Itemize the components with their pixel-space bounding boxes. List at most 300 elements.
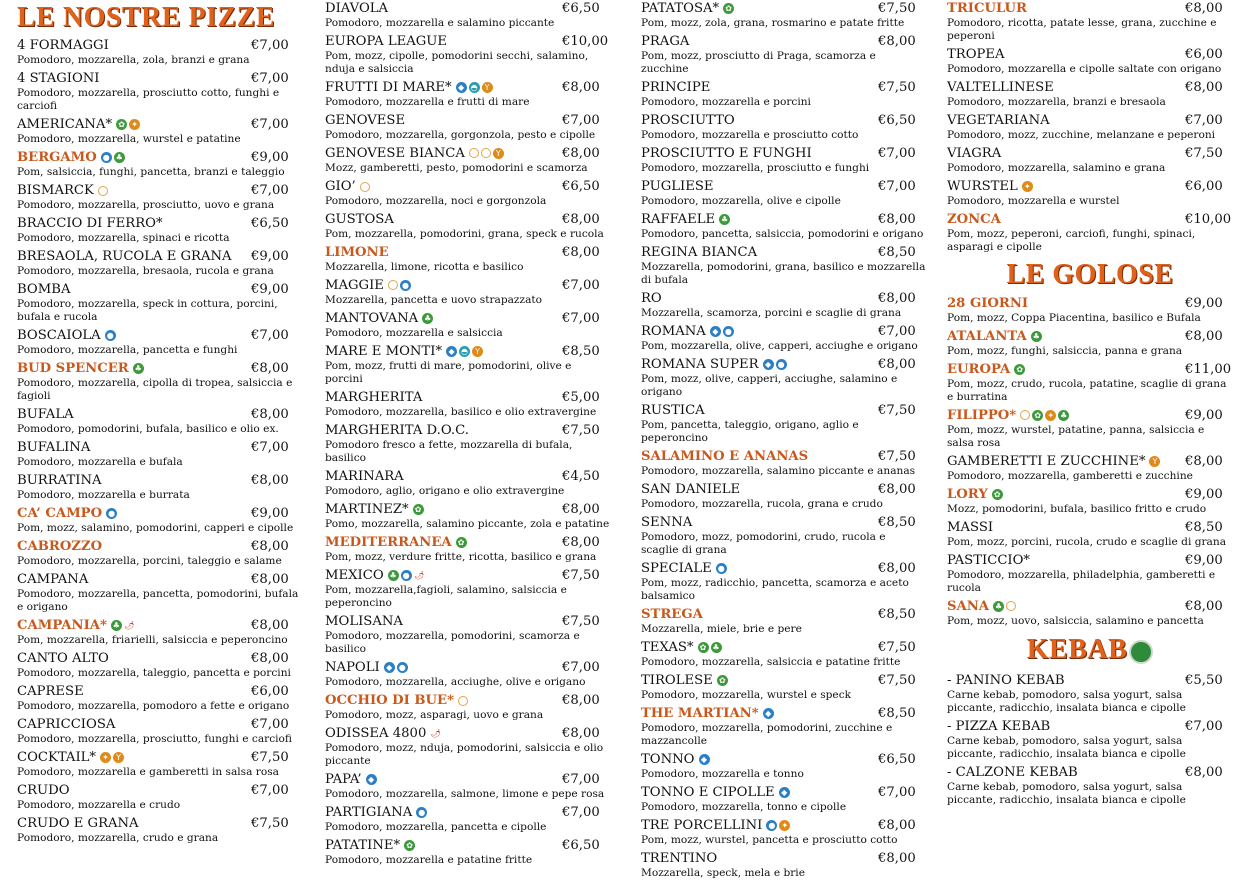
item-price: €8,00 bbox=[878, 212, 916, 227]
shrimp-icon: Y bbox=[1149, 456, 1160, 467]
item-description: Pom, mozz, verdure fritte, ricotta, basilico e grana bbox=[325, 551, 597, 563]
item-name: PRAGA bbox=[641, 34, 690, 49]
item-price: €4,50 bbox=[562, 469, 600, 484]
item-price: €8,00 bbox=[1185, 1, 1223, 16]
item-description: Pomodoro, mozzarella e salsiccia bbox=[325, 327, 503, 339]
item-description: Pomodoro fresco a fette, mozzarella di bufala, basilico bbox=[325, 439, 573, 464]
item-price: €8,00 bbox=[251, 539, 289, 554]
item-name: ZONCA bbox=[947, 212, 1001, 227]
item-description: Pom, mozz, zola, grana, rosmarino e patate fritte bbox=[641, 17, 905, 29]
item-name: PROSCIUTTO E FUNGHI bbox=[641, 146, 812, 161]
item-description: Pomodoro, mozzarella e porcini bbox=[641, 96, 811, 108]
item-price: €9,00 bbox=[1185, 296, 1223, 311]
veg-icon: ✿ bbox=[456, 537, 467, 548]
item-price: €8,00 bbox=[1185, 329, 1223, 344]
milk-icon: ● bbox=[766, 820, 777, 831]
item-description: Pomodoro, mozzarella, pancetta e cipolle bbox=[325, 821, 547, 833]
item-name: GENOVESE bbox=[325, 113, 406, 128]
item-name: VIAGRA bbox=[947, 146, 1002, 161]
item-name: BERGAMO bbox=[17, 150, 97, 165]
gluten-icon: ✦ bbox=[779, 820, 790, 831]
item-price: €8,00 bbox=[251, 618, 289, 633]
pizza-list bbox=[17, 37, 299, 845]
item-name: GENOVESE BIANCA bbox=[325, 146, 465, 161]
kebab-title bbox=[947, 632, 1233, 668]
leaf-icon: ♣ bbox=[112, 621, 120, 630]
pizza-list bbox=[641, 0, 926, 880]
item-price: €7,00 bbox=[562, 278, 600, 293]
item-description: Pomodoro, mozz, asparagi, uovo e grana bbox=[325, 709, 544, 721]
menu-item bbox=[325, 422, 610, 465]
item-price: €6,50 bbox=[562, 838, 600, 853]
item-price: €8,00 bbox=[562, 245, 600, 260]
item-price: €7,50 bbox=[562, 423, 600, 438]
item-name: CA’ CAMPO bbox=[17, 506, 103, 521]
item-price: €7,50 bbox=[878, 640, 916, 655]
item-description: Pomodoro, mozzarella, acciughe, olive e origano bbox=[325, 676, 586, 688]
fish-icon: ◆ bbox=[763, 708, 774, 719]
item-price: €7,00 bbox=[251, 117, 289, 132]
item-name: MASSI bbox=[947, 520, 994, 535]
item-description: Mozz, pomodorini, bufala, basilico fritto e crudo bbox=[947, 503, 1207, 515]
item-price: €7,50 bbox=[878, 403, 916, 418]
item-description: Pomodoro, mozzarella e frutti di mare bbox=[325, 96, 530, 108]
item-price: €8,00 bbox=[1185, 80, 1223, 95]
item-name: RO bbox=[641, 291, 662, 306]
menu-item bbox=[325, 244, 610, 274]
fish-icon: ◆ bbox=[446, 346, 457, 357]
item-price: €8,50 bbox=[878, 607, 916, 622]
item-description: Pom, mozzarella, olive, capperi, acciughe e origano bbox=[641, 340, 918, 352]
leaf-icon: ♣ bbox=[389, 571, 397, 580]
item-price: €7,00 bbox=[1185, 113, 1223, 128]
veg-icon: ✿ bbox=[717, 675, 728, 686]
item-description: Pomodoro, ricotta, patate lesse, grana, zucchine e peperoni bbox=[947, 17, 1217, 42]
item-name: MEXICO bbox=[325, 568, 384, 583]
item-description: Pomodoro, mozzarella, porcini, taleggio e salame bbox=[17, 555, 282, 567]
item-name: GIO’ bbox=[325, 179, 356, 194]
item-description: Pomodoro, mozzarella, gorgonzola, pesto e cipolle bbox=[325, 129, 596, 141]
item-name: ROMANA SUPER bbox=[641, 357, 759, 372]
menu-item bbox=[641, 817, 926, 847]
leaf-icon: ♣ bbox=[424, 314, 432, 323]
menu-item bbox=[641, 79, 926, 109]
shrimp-icon: Y bbox=[472, 346, 483, 357]
item-description: Mozzarella, speck, mela e brie bbox=[641, 867, 805, 879]
item-description: Pomodoro, mozzarella, wurstel e patatine bbox=[17, 133, 241, 145]
menu-item bbox=[947, 295, 1233, 325]
item-price: €6,50 bbox=[562, 1, 600, 16]
item-description: Pom, mozz, olive, capperi, acciughe, salamino e origano bbox=[641, 373, 898, 398]
item-price: €9,00 bbox=[1185, 553, 1223, 568]
menu-item bbox=[947, 328, 1233, 358]
item-description: Pomodoro, mozzarella e cipolle saltate con origano bbox=[947, 63, 1222, 75]
menu-item bbox=[947, 453, 1233, 483]
item-name: AMERICANA* bbox=[17, 117, 113, 132]
item-name: WURSTEL bbox=[947, 179, 1018, 194]
item-description: Pomodoro, mozzarella, pancetta, pomodorini, bufala e origano bbox=[17, 588, 299, 613]
item-description: Pomodoro, mozzarella, prosciutto cotto, funghi e carciofi bbox=[17, 87, 280, 112]
veg-icon: ✿ bbox=[698, 642, 709, 653]
milk-icon: ● bbox=[101, 152, 112, 163]
item-name: TRENTINO bbox=[641, 851, 718, 866]
item-description: Pomodoro, pancetta, salsiccia, pomodorini e origano bbox=[641, 228, 924, 240]
menu-item bbox=[325, 567, 610, 610]
item-description: Mozzarella, miele, brie e pere bbox=[641, 623, 802, 635]
item-name: BRACCIO DI FERRO* bbox=[17, 216, 163, 231]
menu-column-3 bbox=[641, 0, 926, 883]
menu-item bbox=[17, 749, 299, 779]
menu-item bbox=[641, 751, 926, 781]
kebab-logo-icon bbox=[1129, 640, 1153, 664]
item-price: €8,00 bbox=[878, 851, 916, 866]
item-price: €7,50 bbox=[562, 614, 600, 629]
item-price: €7,00 bbox=[562, 311, 600, 326]
shell-icon: ◓ bbox=[469, 82, 480, 93]
menu-item bbox=[325, 343, 610, 386]
item-description: Pomodoro, mozzarella, cipolla di tropea, salsiccia e fagioli bbox=[17, 377, 293, 402]
menu-item bbox=[641, 323, 926, 353]
item-description: Pom, mozz, frutti di mare, pomodorini, olive e porcini bbox=[325, 360, 572, 385]
item-name: VALTELLINESE bbox=[947, 80, 1054, 95]
item-description: Pomodoro, mozzarella, branzi e bresaola bbox=[947, 96, 1166, 108]
menu-item bbox=[17, 327, 299, 357]
milk-icon: ● bbox=[400, 280, 411, 291]
menu-item bbox=[641, 560, 926, 603]
item-price: €8,00 bbox=[562, 726, 600, 741]
item-name: TROPEA bbox=[947, 47, 1005, 62]
menu-item bbox=[641, 850, 926, 880]
item-price: €7,50 bbox=[251, 750, 289, 765]
item-name: TRICULUR bbox=[947, 1, 1027, 16]
item-description: Pomo, mozzarella, salamino piccante, zola e patatine bbox=[325, 518, 610, 530]
item-name: THE MARTIAN* bbox=[641, 706, 759, 721]
menu-item bbox=[325, 771, 610, 801]
item-name: GAMBERETTI E ZUCCHINE* bbox=[947, 454, 1146, 469]
menu-item bbox=[17, 571, 299, 614]
fish-icon: ◆ bbox=[456, 82, 467, 93]
item-name: MARGHERITA bbox=[325, 390, 423, 405]
menu-item bbox=[947, 46, 1233, 76]
item-description: Pomodoro, mozzarella, prosciutto e funghi bbox=[641, 162, 870, 174]
item-description: Pom, mozzarella,fagioli, salamino, salsiccia e peperoncino bbox=[325, 584, 567, 609]
item-name: CAPRESE bbox=[17, 684, 84, 699]
menu-item bbox=[325, 725, 610, 768]
item-name: - PIZZA KEBAB bbox=[947, 719, 1051, 734]
item-price: €8,50 bbox=[1185, 520, 1223, 535]
item-price: €11,00 bbox=[1185, 362, 1232, 377]
item-description: Pomodoro, mozzarella, wurstel e speck bbox=[641, 689, 852, 701]
item-description: Pom, mozz, uovo, salsiccia, salamino e pancetta bbox=[947, 615, 1204, 627]
chili-icon: 🌶 bbox=[124, 621, 135, 630]
item-description: Pom, mozz, salamino, pomodorini, capperi e cipolle bbox=[17, 522, 294, 534]
menu-item bbox=[17, 182, 299, 212]
item-price: €8,00 bbox=[251, 407, 289, 422]
item-description: Pomodoro, pomodorini, bufala, basilico e olio ex. bbox=[17, 423, 279, 435]
menu-item bbox=[947, 0, 1233, 43]
item-price: €8,00 bbox=[1185, 765, 1223, 780]
item-price: €9,00 bbox=[251, 282, 289, 297]
item-description: Pomodoro, mozzarella, salamino piccante e ananas bbox=[641, 465, 916, 477]
item-description: Pom, mozz, radicchio, pancetta, scamorza e aceto balsamico bbox=[641, 577, 909, 602]
menu-column-1 bbox=[17, 0, 299, 848]
item-price: €8,00 bbox=[562, 502, 600, 517]
item-name: DIAVOLA bbox=[325, 1, 389, 16]
menu-item bbox=[641, 639, 926, 669]
golose-title: LE GOLOSE bbox=[1006, 259, 1174, 290]
item-price: €8,00 bbox=[878, 357, 916, 372]
menu-item bbox=[947, 486, 1233, 516]
veg-icon: ✿ bbox=[723, 3, 734, 14]
item-description: Pomodoro, mozz, pomodorini, crudo, rucola e scaglie di grana bbox=[641, 531, 886, 556]
item-price: €7,00 bbox=[878, 324, 916, 339]
egg-icon bbox=[1020, 410, 1030, 420]
item-name: OCCHIO DI BUE* bbox=[325, 693, 454, 708]
item-name: BRESAOLA, RUCOLA E GRANA bbox=[17, 249, 232, 264]
item-price: €9,00 bbox=[251, 506, 289, 521]
menu-item bbox=[325, 33, 610, 76]
item-price: €8,00 bbox=[251, 361, 289, 376]
menu-item bbox=[641, 244, 926, 287]
menu-item bbox=[17, 281, 299, 324]
item-name: REGINA BIANCA bbox=[641, 245, 758, 260]
item-name: VEGETARIANA bbox=[947, 113, 1050, 128]
menu-item bbox=[947, 718, 1233, 761]
item-description: Pom, mozz, wurstel, pancetta e prosciutto cotto bbox=[641, 834, 898, 846]
menu-item bbox=[947, 79, 1233, 109]
menu-item bbox=[947, 598, 1233, 628]
menu-item bbox=[947, 178, 1233, 208]
item-price: €7,00 bbox=[251, 328, 289, 343]
item-price: €7,00 bbox=[562, 660, 600, 675]
menu-item bbox=[641, 178, 926, 208]
item-description: Mozzarella, scamorza, porcini e scaglie di grana bbox=[641, 307, 902, 319]
menu-item bbox=[17, 683, 299, 713]
item-price: €9,00 bbox=[251, 249, 289, 264]
menu-item bbox=[947, 552, 1233, 595]
item-description: Pomodoro, mozz, nduja, pomodorini, salsiccia e olio piccante bbox=[325, 742, 604, 767]
item-name: PATATOSA* bbox=[641, 1, 720, 16]
item-description: Carne kebab, pomodoro, salsa yogurt, salsa piccante, radicchio, insalata bianca e cipolle bbox=[947, 781, 1186, 806]
item-name: BOSCAIOLA bbox=[17, 328, 101, 343]
item-description: Pomodoro, mozzarella, zola, branzi e grana bbox=[17, 54, 250, 66]
item-name: EUROPA bbox=[947, 362, 1011, 377]
menu-item bbox=[325, 0, 610, 30]
item-description: Mozzarella, limone, ricotta e basilico bbox=[325, 261, 524, 273]
menu-item bbox=[947, 407, 1233, 450]
leaf-icon: ♣ bbox=[134, 364, 142, 373]
item-price: €6,00 bbox=[251, 684, 289, 699]
menu-item bbox=[325, 659, 610, 689]
item-price: €7,00 bbox=[878, 146, 916, 161]
chili-icon: 🌶 bbox=[430, 729, 441, 738]
item-name: ODISSEA 4800 bbox=[325, 726, 427, 741]
menu-item bbox=[325, 145, 610, 175]
menu-item bbox=[17, 782, 299, 812]
item-name: PASTICCIO* bbox=[947, 553, 1031, 568]
menu-item bbox=[325, 79, 610, 109]
item-description: Pomodoro, mozzarella, pomodoro a fette e origano bbox=[17, 700, 290, 712]
menu-item bbox=[17, 116, 299, 146]
item-price: €7,00 bbox=[878, 785, 916, 800]
item-name: PUGLIESE bbox=[641, 179, 714, 194]
item-name: SPECIALE bbox=[641, 561, 712, 576]
menu-item bbox=[325, 534, 610, 564]
item-name: LORY bbox=[947, 487, 988, 502]
menu-item bbox=[17, 505, 299, 535]
menu-item bbox=[641, 672, 926, 702]
item-name: 4 STAGIONI bbox=[17, 71, 100, 86]
item-name: BISMARCK bbox=[17, 183, 94, 198]
item-name: CRUDO bbox=[17, 783, 70, 798]
menu-item bbox=[641, 448, 926, 478]
pizza-list bbox=[947, 0, 1233, 254]
item-description: Pomodoro, mozzarella, noci e gorgonzola bbox=[325, 195, 547, 207]
menu-item bbox=[325, 837, 610, 867]
item-name: BOMBA bbox=[17, 282, 71, 297]
milk-icon: ● bbox=[106, 508, 117, 519]
menu-item bbox=[325, 112, 610, 142]
item-description: Mozzarella, pomodorini, grana, basilico e mozzarella di bufala bbox=[641, 261, 926, 286]
item-price: €7,00 bbox=[251, 71, 289, 86]
item-name: STREGA bbox=[641, 607, 703, 622]
item-price: €8,00 bbox=[562, 146, 600, 161]
menu-item bbox=[947, 112, 1233, 142]
menu-column-2 bbox=[325, 0, 610, 870]
shrimp-icon: Y bbox=[482, 82, 493, 93]
item-name: COCKTAIL* bbox=[17, 750, 97, 765]
item-description: Pomodoro, mozzarella e gamberetti in salsa rosa bbox=[17, 766, 279, 778]
item-description: Pom, mozzarella, pomodorini, grana, speck e rucola bbox=[325, 228, 604, 240]
pizza-list bbox=[325, 0, 610, 867]
item-name: TIROLESE bbox=[641, 673, 713, 688]
item-description: Pomodoro, mozzarella, pomodorini, zucchine e mazzancolle bbox=[641, 722, 893, 747]
item-description: Carne kebab, pomodoro, salsa yogurt, salsa piccante, radicchio, insalata bianca e cipolle bbox=[947, 735, 1186, 760]
milk-icon: ● bbox=[723, 326, 734, 337]
menu-item bbox=[17, 815, 299, 845]
item-price: €6,00 bbox=[1185, 179, 1223, 194]
item-description: Pom, mozz, prosciutto di Praga, scamorza e zucchine bbox=[641, 50, 876, 75]
item-name: NAPOLI bbox=[325, 660, 380, 675]
egg-icon bbox=[469, 148, 479, 158]
kebab-title-text: KEBAB bbox=[1026, 634, 1128, 665]
menu-item bbox=[325, 501, 610, 531]
item-name: BURRATINA bbox=[17, 473, 102, 488]
menu-item bbox=[641, 290, 926, 320]
item-description: Pomodoro, mozzarella, rucola, grana e crudo bbox=[641, 498, 883, 510]
item-price: €9,00 bbox=[251, 150, 289, 165]
item-description: Pomodoro, mozzarella, prosciutto, funghi e carciofi bbox=[17, 733, 292, 745]
item-description: Pomodoro, mozzarella, bresaola, rucola e grana bbox=[17, 265, 274, 277]
item-name: PATATINE* bbox=[325, 838, 401, 853]
item-price: €6,00 bbox=[1185, 47, 1223, 62]
item-price: €7,00 bbox=[251, 783, 289, 798]
item-description: Pomodoro, mozzarella, salamino e grana bbox=[947, 162, 1166, 174]
menu-item bbox=[17, 248, 299, 278]
shell-icon: ◓ bbox=[459, 346, 470, 357]
menu-item bbox=[947, 211, 1233, 254]
item-description: Pomodoro, mozzarella, philadelphia, gamberetti e rucola bbox=[947, 569, 1216, 594]
menu-item bbox=[641, 606, 926, 636]
item-description: Pomodoro, mozzarella e salamino piccante bbox=[325, 17, 555, 29]
menu-item bbox=[17, 617, 299, 647]
gluten-icon: ✦ bbox=[129, 119, 140, 130]
menu-item bbox=[947, 764, 1233, 807]
item-price: €6,50 bbox=[251, 216, 289, 231]
item-description: Pom, mozz, wurstel, patatine, panna, salsiccia e salsa rosa bbox=[947, 424, 1205, 449]
item-description: Pom, mozz, funghi, salsiccia, panna e grana bbox=[947, 345, 1183, 357]
item-description: Pomodoro, mozz, zucchine, melanzane e peperoni bbox=[947, 129, 1216, 141]
item-description: Pomodoro, mozzarella, spinaci e ricotta bbox=[17, 232, 230, 244]
menu-item bbox=[641, 705, 926, 748]
chili-icon: 🌶 bbox=[414, 571, 425, 580]
item-price: €8,50 bbox=[562, 344, 600, 359]
item-price: €8,00 bbox=[1185, 599, 1223, 614]
item-description: Pom, mozz, cipolle, pomodorini secchi, salamino, nduja e salsiccia bbox=[325, 50, 589, 75]
fish-icon: ◆ bbox=[384, 662, 395, 673]
item-description: Pomodoro, mozzarella, taleggio, pancetta e porcini bbox=[17, 667, 291, 679]
item-name: LIMONE bbox=[325, 245, 389, 260]
leaf-icon: ♣ bbox=[115, 153, 123, 162]
item-price: €8,00 bbox=[1185, 454, 1223, 469]
item-name: CAPRICCIOSA bbox=[17, 717, 116, 732]
item-description: Pom, pancetta, taleggio, origano, aglio e peperoncino bbox=[641, 419, 859, 444]
item-price: €5,00 bbox=[562, 390, 600, 405]
menu-item bbox=[17, 215, 299, 245]
menu-item bbox=[325, 692, 610, 722]
menu-item bbox=[641, 0, 926, 30]
item-description: Pomodoro, mozzarella e burrata bbox=[17, 489, 190, 501]
item-name: PARTIGIANA bbox=[325, 805, 413, 820]
menu-item bbox=[17, 716, 299, 746]
menu-item bbox=[325, 613, 610, 656]
item-description: Pomodoro, mozzarella, salsiccia e patatine fritte bbox=[641, 656, 901, 668]
item-price: €7,50 bbox=[878, 449, 916, 464]
menu-item bbox=[325, 277, 610, 307]
milk-icon: ● bbox=[776, 359, 787, 370]
veg-icon: ✿ bbox=[404, 840, 415, 851]
pizze-title: LE NOSTRE PIZZE bbox=[17, 2, 276, 33]
shrimp-icon: Y bbox=[113, 752, 124, 763]
leaf-icon: ♣ bbox=[1032, 332, 1040, 341]
item-description: Pomodoro, mozzarella, crudo e grana bbox=[17, 832, 219, 844]
menu-item bbox=[641, 356, 926, 399]
milk-icon: ● bbox=[401, 570, 412, 581]
item-name: MARE E MONTI* bbox=[325, 344, 443, 359]
item-price: €6,50 bbox=[878, 113, 916, 128]
menu-item bbox=[17, 472, 299, 502]
item-price: €7,00 bbox=[251, 440, 289, 455]
item-price: €5,50 bbox=[1185, 673, 1223, 688]
item-name: - PANINO KEBAB bbox=[947, 673, 1065, 688]
item-name: FILIPPO* bbox=[947, 408, 1017, 423]
menu-item bbox=[325, 211, 610, 241]
item-name: RUSTICA bbox=[641, 403, 705, 418]
item-price: €7,50 bbox=[562, 568, 600, 583]
item-name: MEDITERRANEA bbox=[325, 535, 452, 550]
item-price: €8,00 bbox=[878, 34, 916, 49]
menu-item bbox=[947, 672, 1233, 715]
item-price: €7,00 bbox=[562, 772, 600, 787]
item-name: CAMPANA bbox=[17, 572, 89, 587]
veg-icon: ✿ bbox=[992, 489, 1003, 500]
item-name: PROSCIUTTO bbox=[641, 113, 735, 128]
item-name: CAMPANIA* bbox=[17, 618, 107, 633]
kebab-list bbox=[947, 672, 1233, 807]
item-description: Pomodoro, aglio, origano e olio extravergine bbox=[325, 485, 565, 497]
item-description: Pom, mozz, porcini, rucola, crudo e scaglie di grana bbox=[947, 536, 1227, 548]
item-price: €8,50 bbox=[878, 706, 916, 721]
